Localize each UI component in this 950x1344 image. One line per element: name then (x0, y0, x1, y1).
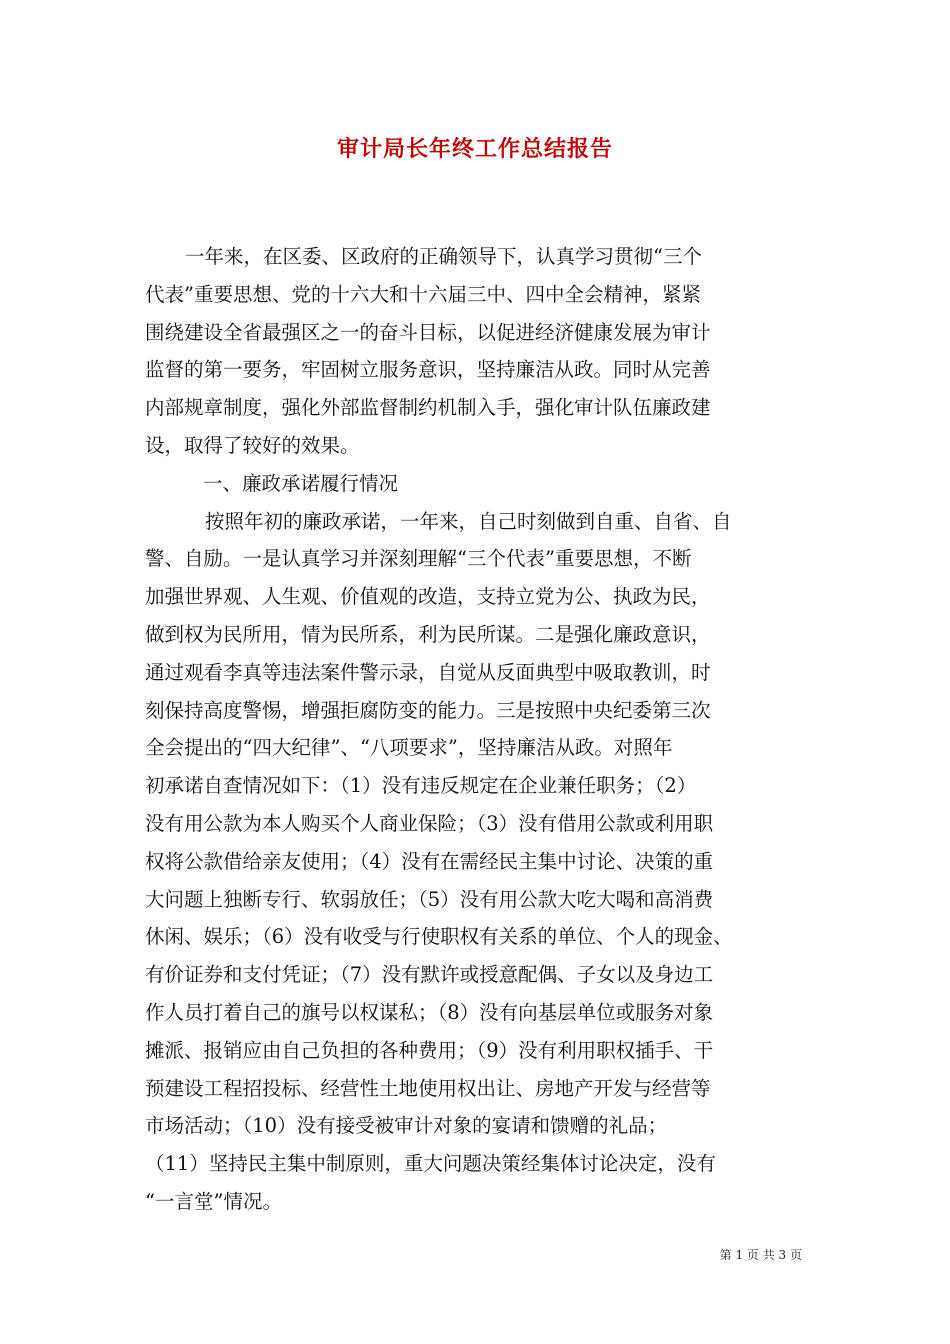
paragraph-line: “一言堂”情况。 (145, 1189, 282, 1213)
paragraph-line: 刻保持高度警惕，增强拒腐防变的能力。三是按照中央纪委第三次 (145, 698, 711, 722)
paragraph-line: 全会提出的“四大纪律”、“八项要求”，坚持廉洁从政。对照年 (145, 736, 673, 760)
paragraph-line: 权将公款借给亲友使用；（4）没有在需经民主集中讨论、决策的重 (145, 849, 714, 873)
page-footer (720, 1246, 802, 1263)
paragraph-line: 监督的第一要务，牢固树立服务意识，坚持廉洁从政。同时从完善 (145, 358, 711, 382)
paragraph-line: 没有用公款为本人购买个人商业保险；（3）没有借用公款或利用职 (145, 811, 714, 835)
paragraph-line: 休闲、娱乐；（6）没有收受与行使职权有关系的单位、个人的现金、 (145, 925, 733, 949)
paragraph-line: （11）坚持民主集中制原则，重大问题决策经集体讨论决定，没有 (145, 1152, 716, 1176)
paragraph-line: 通过观看李真等违法案件警示录，自觉从反面典型中吸取教训，时 (145, 660, 711, 684)
paragraph-line: 按照年初的廉政承诺，一年来，自己时刻做到自重、自省、自 (205, 509, 732, 533)
paragraph-line: 设，取得了较好的效果。 (145, 433, 360, 457)
paragraph-line: 加强世界观、人生观、价值观的改造，支持立党为公、执政为民， (145, 585, 711, 609)
page-number: 第 1 页 共 3 页 (719, 1248, 802, 1262)
paragraph-line: 初承诺自查情况如下：（1）没有违反规定在企业兼任职务；（2） (145, 774, 697, 798)
paragraph-line: 围绕建设全省最强区之一的奋斗目标，以促进经济健康发展为审计 (145, 320, 711, 344)
paragraph-line: 市场活动；（10）没有接受被审计对象的宴请和馈赠的礼品； (145, 1114, 668, 1138)
paragraph-line: 内部规章制度，强化外部监督制约机制入手，强化审计队伍廉政建 (145, 396, 711, 420)
paragraph-line: 摊派、报销应由自己负担的各种费用；（9）没有利用职权插手、干 (145, 1038, 714, 1062)
paragraph-line: 一年来，在区委、区政府的正确领导下，认真学习贯彻“三个 (185, 245, 702, 268)
document-title: 审计局长年终工作总结报告 (336, 136, 613, 162)
paragraph-line: 有价证券和支付凭证；（7）没有默许或授意配偶、子女以及身边工 (145, 963, 714, 987)
paragraph-line: 预建设工程招投标、经营性土地使用权出让、房地产开发与经营等 (145, 1076, 711, 1100)
paragraph-line: 警、自励。一是认真学习并深刻理解“三个代表”重要思想，不断 (145, 547, 692, 571)
section-heading: 一、廉政承诺履行情况 (203, 471, 399, 495)
paragraph-line: 代表”重要思想、党的十六大和十六届三中、四中全会精神，紧紧 (145, 282, 701, 306)
paragraph-line: 做到权为民所用，情为民所系，利为民所谋。二是强化廉政意识， (145, 622, 711, 646)
document-body (145, 238, 803, 1221)
paragraph-line: 作人员打着自己的旗号以权谋私；（8）没有向基层单位或服务对象 (145, 1000, 714, 1024)
paragraph-line: 大问题上独断专行、软弱放任；（5）没有用公款大吃大喝和高消费 (145, 887, 714, 911)
